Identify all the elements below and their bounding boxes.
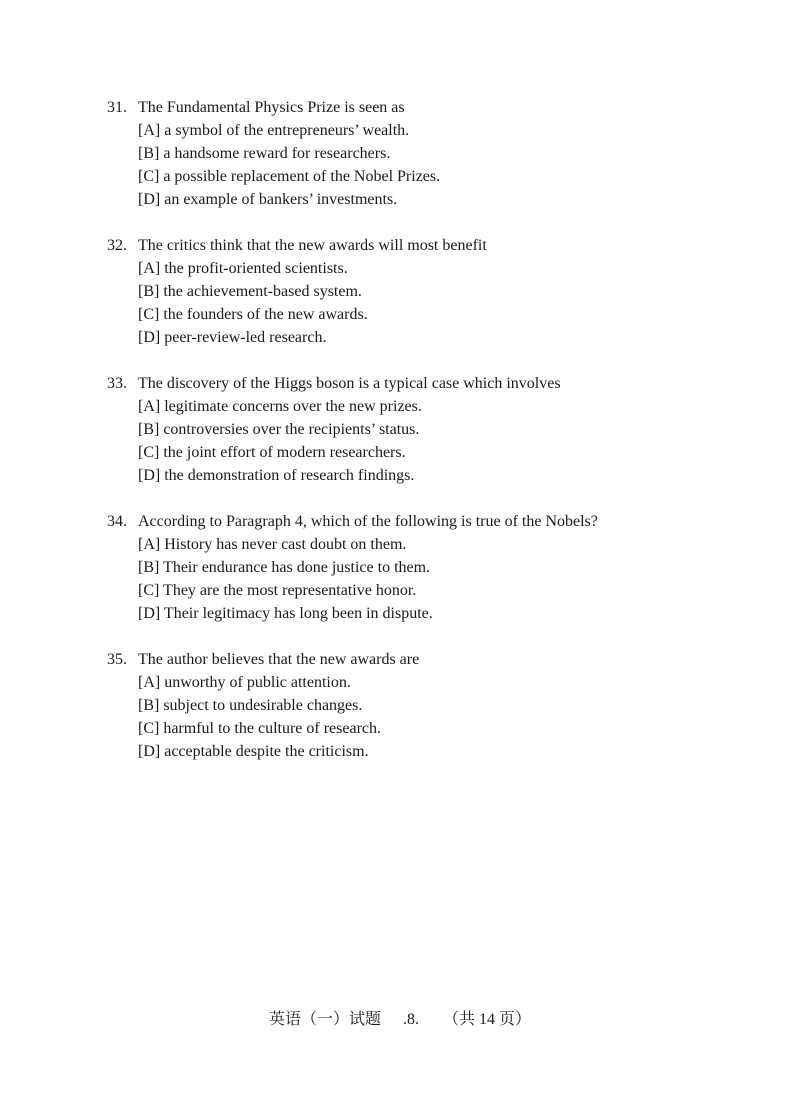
option-list — [107, 257, 727, 349]
option-d: [D] Their legitimacy has long been in dispute. — [138, 605, 433, 622]
option-b: [B] Their endurance has done justice to them. — [138, 559, 431, 576]
option-c: [C] a possible replacement of the Nobel Prizes. — [138, 168, 441, 185]
option-c: [C] the founders of the new awards. — [138, 306, 368, 323]
question-number: 34. — [107, 513, 127, 530]
option-a: [A] a symbol of the entrepreneurs’ wealth. — [138, 122, 410, 139]
question-stem — [107, 372, 727, 395]
option-d: [D] acceptable despite the criticism. — [138, 743, 369, 760]
question-text: The Fundamental Physics Prize is seen as — [138, 99, 405, 116]
option-a: [A] unworthy of public attention. — [138, 674, 351, 691]
footer-total-pages: （共 14 页） — [443, 1011, 532, 1028]
question-32 — [107, 234, 727, 349]
option-b: [B] a handsome reward for researchers. — [138, 145, 391, 162]
footer-page-number: .8. — [403, 1011, 419, 1028]
option-d: [D] an example of bankers’ investments. — [138, 191, 398, 208]
option-c: [C] the joint effort of modern researchers. — [138, 444, 406, 461]
question-stem — [107, 648, 727, 671]
question-number: 32. — [107, 237, 127, 254]
question-35 — [107, 648, 727, 763]
question-text: The discovery of the Higgs boson is a typical case which involves — [138, 375, 561, 392]
question-stem — [107, 96, 727, 119]
question-text: The author believes that the new awards are — [138, 651, 420, 668]
question-list — [107, 96, 727, 786]
option-c: [C] They are the most representative honor. — [138, 582, 417, 599]
option-b: [B] controversies over the recipients’ status. — [138, 421, 420, 438]
option-a: [A] the profit-oriented scientists. — [138, 260, 348, 277]
option-list — [107, 395, 727, 487]
question-number: 35. — [107, 651, 127, 668]
option-b: [B] subject to undesirable changes. — [138, 697, 363, 714]
question-text: The critics think that the new awards will most benefit — [138, 237, 487, 254]
option-list — [107, 533, 727, 625]
option-d: [D] the demonstration of research findings. — [138, 467, 415, 484]
question-34 — [107, 510, 727, 625]
question-31 — [107, 96, 727, 211]
footer-subject: 英语（一）试题 — [268, 1011, 381, 1028]
question-text: According to Paragraph 4, which of the following is true of the Nobels? — [138, 513, 598, 530]
question-number: 33. — [107, 375, 127, 392]
option-d: [D] peer-review-led research. — [138, 329, 327, 346]
option-a: [A] legitimate concerns over the new prizes. — [138, 398, 422, 415]
question-stem — [107, 510, 727, 533]
question-number: 31. — [107, 99, 127, 116]
option-a: [A] History has never cast doubt on them. — [138, 536, 407, 553]
question-33 — [107, 372, 727, 487]
option-list — [107, 119, 727, 211]
option-c: [C] harmful to the culture of research. — [138, 720, 382, 737]
option-list — [107, 671, 727, 763]
question-stem — [107, 234, 727, 257]
page-footer — [0, 1009, 800, 1031]
option-b: [B] the achievement-based system. — [138, 283, 362, 300]
